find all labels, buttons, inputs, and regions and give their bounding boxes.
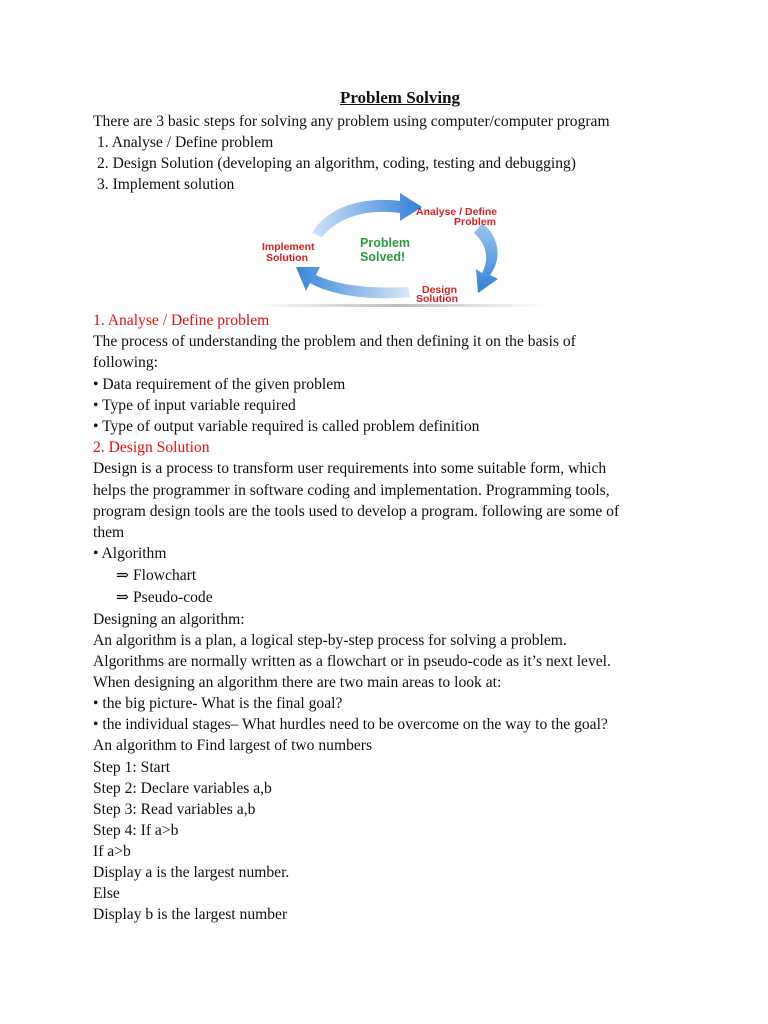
algorithm-step: Else [93, 885, 120, 902]
algorithm-step: Step 2: Declare variables a,b [93, 780, 272, 797]
center-label: Solved! [360, 250, 406, 264]
section1-line: • Data requirement of the given problem [93, 376, 346, 393]
body-line: An algorithm to Find largest of two numbers [93, 737, 373, 754]
section1-heading: 1. Analyse / Define problem [93, 312, 270, 329]
body-line: • the individual stages– What hurdles need to be overcome on the way to the goal? [93, 716, 608, 733]
section2-heading: 2. Design Solution [93, 439, 210, 456]
floor-shadow [250, 304, 545, 307]
section2-line: Design is a process to transform user requirements into some suitable form, which [93, 460, 607, 477]
section1-line: • Type of output variable required is called problem definition [93, 418, 480, 435]
algorithm-step: If a>b [93, 843, 131, 860]
step-item: 1. Analyse / Define problem [97, 134, 274, 151]
design-label: Solution [416, 293, 458, 305]
section2-line: program design tools are the tools used to develop a program. following are some of [93, 503, 620, 520]
center-label: Problem [360, 236, 411, 250]
section2-line: them [93, 524, 125, 541]
page-title: Problem Solving [339, 88, 461, 107]
algorithm-step: Display a is the largest number. [93, 864, 290, 881]
sub-item: ⇒ Pseudo-code [116, 589, 213, 606]
implement-label: Solution [266, 252, 308, 264]
step-item: 2. Design Solution (developing an algorithm, coding, testing and debugging) [97, 155, 577, 172]
algorithm-step: Step 1: Start [93, 759, 171, 776]
bottom-cycle-arrow [296, 267, 410, 298]
body-line: • the big picture- What is the final goal? [93, 695, 343, 712]
section1-line: • Type of input variable required [93, 397, 296, 414]
analyse-label: Problem [454, 216, 497, 228]
section2-line: helps the programmer in software coding and implementation. Programming tools, [93, 482, 610, 499]
sub-item: ⇒ Flowchart [116, 567, 197, 584]
section1-line: The process of understanding the problem and then defining it on the basis of [93, 333, 576, 350]
body-line: When designing an algorithm there are two main areas to look at: [93, 674, 502, 691]
body-line: Designing an algorithm: [93, 611, 245, 628]
algorithm-step: Step 4: If a>b [93, 822, 179, 839]
right-cycle-arrow [474, 223, 498, 293]
step-item: 3. Implement solution [97, 176, 235, 193]
design-label: Design [422, 284, 458, 296]
intro-text: There are 3 basic steps for solving any problem using computer/computer program [93, 113, 610, 130]
section1-line: following: [93, 354, 158, 371]
problem-solving-cycle-diagram [250, 193, 545, 308]
section2-line: • Algorithm [93, 545, 167, 562]
algorithm-step: Display b is the largest number [93, 906, 288, 923]
body-line: An algorithm is a plan, a logical step-by-step process for solving a problem. [93, 632, 567, 649]
implement-label: Implement [262, 241, 315, 253]
body-line: Algorithms are normally written as a flowchart or in pseudo-code as it’s next level. [93, 653, 611, 670]
cycle-diagram-svg [250, 193, 545, 308]
top-cycle-arrow [312, 193, 422, 237]
analyse-label: Analyse / Define [416, 206, 498, 218]
algorithm-step: Step 3: Read variables a,b [93, 801, 256, 818]
